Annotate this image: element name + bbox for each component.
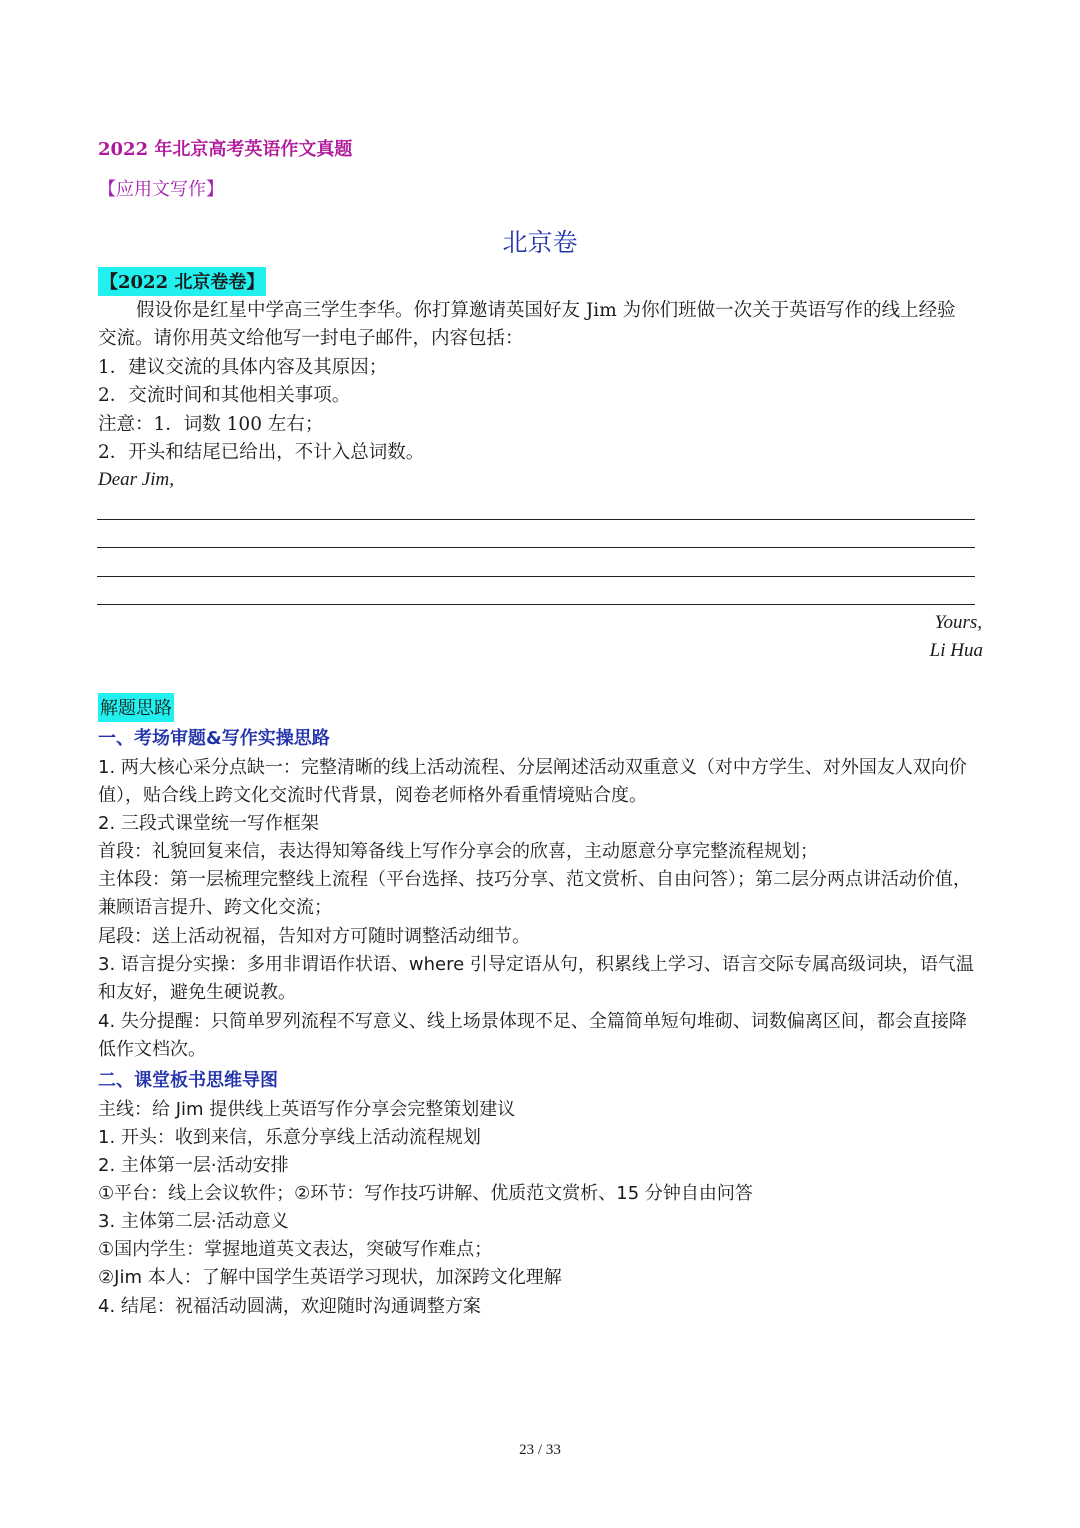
writing-line: [97, 576, 975, 577]
task-intro-line1: 假设你是红星中学高三学生李华。你打算邀请英国好友 Jim 为你们班做一次关于英语写作的线上经验: [136, 300, 956, 321]
requirement-2: 2．交流时间和其他相关事项。: [98, 385, 351, 406]
section-label: 【应用文写作】: [98, 179, 224, 200]
task-intro-line2: 交流。请你用英文给他写一封电子邮件，内容包括：: [98, 328, 524, 349]
writing-line: [97, 547, 975, 548]
mindmap-item: 2. 主体第一层·活动安排: [98, 1155, 289, 1176]
writing-line: [97, 519, 975, 520]
letter-closing: Yours,: [934, 612, 982, 633]
mindmap-item: 4. 结尾：祝福活动圆满，欢迎随时沟通调整方案: [98, 1296, 481, 1317]
requirement-1: 1．建议交流的具体内容及其原因；: [98, 357, 388, 378]
mindmap-item: ①国内学生：掌握地道英文表达，突破写作难点；: [98, 1239, 493, 1260]
analysis-tag: 解题思路: [98, 693, 174, 722]
task-tag: 【2022 北京卷卷】: [98, 267, 266, 296]
analysis-paragraph: 3. 语言提分实操：多用非谓语作状语、where 引导定语从句，积累线上学习、语言交际专属高级词块，语气温和友好，避免生硬说教。: [98, 954, 974, 1003]
analysis-paragraph: 首段：礼貌回复来信，表达得知筹备线上写作分享会的欣喜，主动愿意分享完整流程规划；: [98, 841, 818, 862]
mindmap-item: 主线：给 Jim 提供线上英语写作分享会完整策划建议: [98, 1099, 516, 1120]
mindmap-item: 1. 开头：收到来信，乐意分享线上活动流程规划: [98, 1127, 481, 1148]
analysis-heading-1: 一、考场审题&写作实操思路: [98, 728, 330, 749]
letter-greeting: Dear Jim,: [98, 469, 174, 490]
analysis-paragraph: 4. 失分提醒：只简单罗列流程不写意义、线上场景体现不足、全篇简单短句堆砌、词数偏离区间，都会直接降低作文档次。: [98, 1011, 967, 1060]
writing-line: [97, 604, 975, 605]
document-title: 2022 年北京高考英语作文真题: [98, 139, 353, 160]
page-number: 23 / 33: [519, 1442, 561, 1458]
analysis-paragraph: 主体段：第一层梳理完整线上流程（平台选择、技巧分享、范文赏析、自由问答）；第二层分两点讲活动价值，兼顾语言提升、跨文化交流；: [98, 869, 971, 918]
note-2: 2．开头和结尾已给出，不计入总词数。: [98, 442, 425, 463]
mindmap-item: ①平台：线上会议软件；②环节：写作技巧讲解、优质范文赏析、15 分钟自由问答: [98, 1183, 753, 1204]
mindmap-item: ②Jim 本人：了解中国学生英语学习现状，加深跨文化理解: [98, 1267, 562, 1288]
center-title: 北京卷: [502, 228, 578, 257]
analysis-paragraph: 1. 两大核心采分点缺一：完整清晰的线上活动流程、分层阐述活动双重意义（对中方学生、对外国友人双向价值），贴合线上跨文化交流时代背景，阅卷老师格外看重情境贴合度。: [98, 757, 967, 806]
analysis-paragraph: 2. 三段式课堂统一写作框架: [98, 813, 319, 834]
analysis-heading-2: 二、课堂板书思维导图: [98, 1070, 278, 1091]
mindmap-item: 3. 主体第二层·活动意义: [98, 1211, 289, 1232]
note-1: 注意：1．词数 100 左右；: [98, 414, 324, 435]
analysis-paragraph: 尾段：送上活动祝福，告知对方可随时调整活动细节。: [98, 926, 530, 947]
letter-signature: Li Hua: [929, 640, 983, 661]
